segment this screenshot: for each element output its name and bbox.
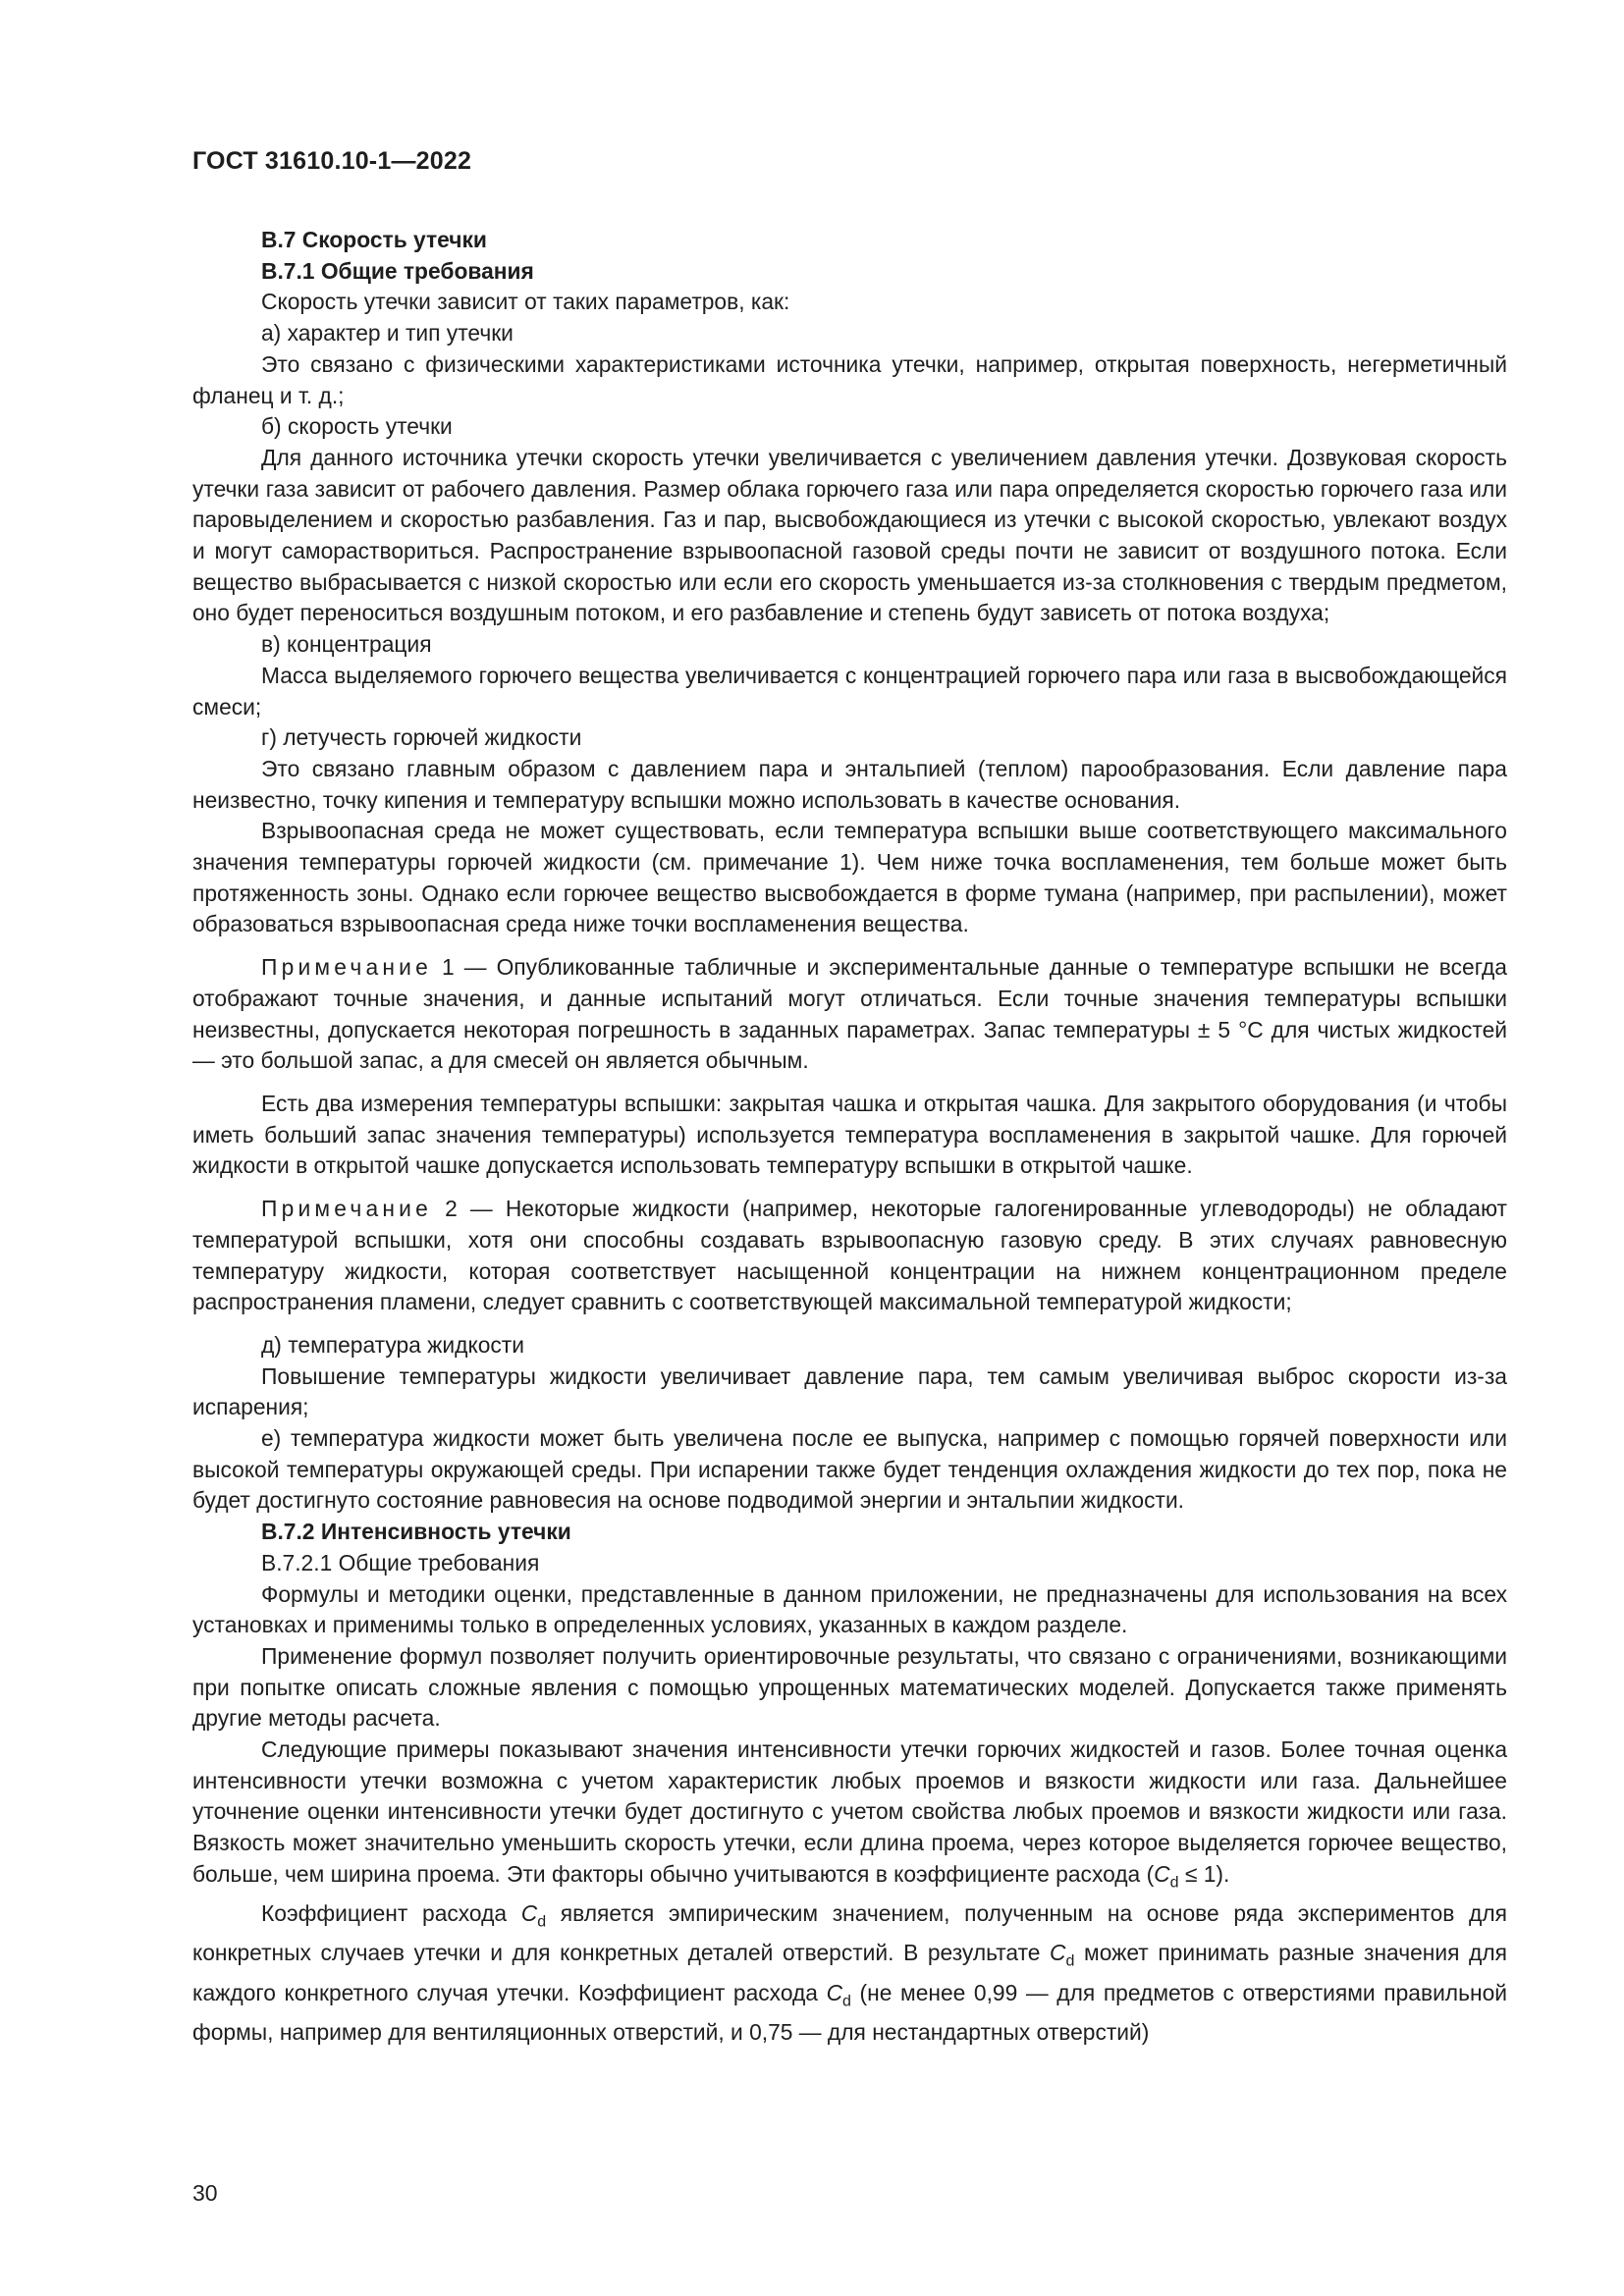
list-item-d: д) температура жидкости xyxy=(261,1331,524,1358)
paragraph: Это связано главным образом с давлением пара и энтальпией (теплом) парообразования. Если давление пара неизвестно, точку кипения и температуру вспышки можно использовать в качестве основания. xyxy=(192,755,1507,813)
cd-symbol: $C_d$ xyxy=(826,1979,851,2010)
page-number: 30 xyxy=(192,2180,218,2206)
paragraph: Следующие примеры показывают значения интенсивности утечки горючих жидкостей и газов. Более точная оценка интенсивности утечки возможна с учетом характеристик любых проемов и вязкости жидкости или газа. Дальнейшее уточнение оценки интенсивности утечки будет достигнуто с учетом свойства любых проемов и вязкости жидкости или газа. Вязкость может значительно уменьшить скорость утечки, если длина проема, через которое выделяется горючее вещество, больше, чем ширина проема. Эти факторы обычно учитываются в коэффициенте расхода $(C_d \le 1)$. xyxy=(192,1736,1507,1892)
list-item-b: б) скорость утечки xyxy=(261,413,453,440)
note-text: 1 — Опубликованные табличные и экспериментальные данные о температуре вспышки не всегда отображают точные значения, и данные испытаний могут отличаться. Если точные значения температуры вспышки неизвестны, допускается некоторая погрешность в заданных параметрах. Запас температуры ± 5 °С для чистых жидкостей — это большой запас, а для смесей он является обычным. xyxy=(192,954,1507,1074)
list-item-g: г) летучесть горючей жидкости xyxy=(261,724,582,751)
paragraph: Для данного источника утечки скорость утечки увеличивается с увеличением давления утечки. Дозвуковая скорость утечки газа зависит от рабочего давления. Размер облака горючего газа или пара определяется скоростью горючего газа или паровыделением и скоростью разбавления. Газ и пар, высвобождающиеся из утечки с высокой скоростью, увлекают воздух и могут самораствориться. Распространение взрывоопасной газовой среды почти не зависит от воздушного потока. Если вещество выбрасывается с низкой скоростью или если его скорость уменьшается из-за столкновения с твердым предметом, оно будет переноситься воздушным потоком, и его разбавление и степень будут зависеть от потока воздуха; xyxy=(192,444,1507,626)
paragraph: Формулы и методики оценки, представленные в данном приложении, не предназначены для использования на всех установках и применимы только в определенных условиях, указанных в каждом разделе. xyxy=(192,1580,1507,1638)
paragraph: Есть два измерения температуры вспышки: закрытая чашка и открытая чашка. Для закрытого оборудования (и чтобы иметь больший запас значения температуры) используется температура воспламенения в закрытой чашке. Для горючей жидкости в открытой чашке допускается использовать температуру вспышки в открытой чашке. xyxy=(192,1090,1507,1179)
paragraph: Это связано с физическими характеристиками источника утечки, например, открытая поверхность, негерметичный фланец и т. д.; xyxy=(192,350,1507,408)
note-2 xyxy=(192,1194,1507,1318)
subsection-heading-b72: В.7.2 Интенсивность утечки xyxy=(261,1519,571,1545)
paragraph: Коэффициент расхода $C_d$ является эмпирическим значением, полученным на основе ряда экспериментов для конкретных случаев утечки и для конкретных деталей отверстий. В результате $C_d$ может принимать разные значения для каждого конкретного случая утечки. Коэффициент расхода $C_d$ (не менее 0,99 — для предметов с отверстиями правильной формы, например для вентиляционных отверстий, и 0,75 — для нестандартных отверстий) xyxy=(192,1900,1507,2045)
note-label: Примечание xyxy=(261,1196,432,1222)
cd-symbol: $C_d$ xyxy=(520,1900,547,1931)
paragraph: Скорость утечки зависит от таких параметров, как: xyxy=(261,289,790,315)
note-label: Примечание xyxy=(261,954,432,981)
paragraph: Повышение температуры жидкости увеличивает давление пара, тем самым увеличивая выброс скорости из-за испарения; xyxy=(192,1362,1507,1420)
body-text xyxy=(192,225,1507,2049)
paragraph: Масса выделяемого горючего вещества увеличивается с концентрацией горючего пара или газа в высвобождающейся смеси; xyxy=(192,662,1507,720)
paragraph: Взрывоопасная среда не может существовать, если температура вспышки выше соответствующего максимального значения температуры горючей жидкости (см. примечание 1). Чем ниже точка воспламенения, тем больше может быть протяженность зоны. Однако если горючее вещество высвобождается в форме тумана (например, при распылении), может образоваться взрывоопасная среда ниже точки воспламенения вещества. xyxy=(192,818,1507,937)
paragraph: Применение формул позволяет получить ориентировочные результаты, что связано с ограничениями, возникающими при попытке описать сложные явления с помощью упрощенных математических моделей. Допускается также применять другие методы расчета. xyxy=(192,1642,1507,1732)
subsection-heading-b721: В.7.2.1 Общие требования xyxy=(261,1549,540,1575)
cd-symbol: $C_d$ xyxy=(1050,1940,1075,1970)
note-text: 2 — Некоторые жидкости (например, некоторые галогенированные углеводороды) не обладают температурой вспышки, хотя они способны создавать взрывоопасную газовую среду. В этих случаях равновесную температуру жидкости, которая соответствует насыщенной концентрации на нижнем концентрационном пределе распространения пламени, следует сравнить с соответствующей максимальной температурой жидкости; xyxy=(192,1196,1507,1315)
note-1 xyxy=(192,952,1507,1077)
subsection-heading-b71: В.7.1 Общие требования xyxy=(261,257,534,284)
cd-symbol: $C_d$ xyxy=(1154,1860,1179,1892)
list-item-a: а) характер и тип утечки xyxy=(261,320,514,347)
standard-designation: ГОСТ 31610.10-1—2022 xyxy=(192,147,472,175)
section-heading-b7: В.7 Скорость утечки xyxy=(261,227,487,252)
list-item-v: в) концентрация xyxy=(261,631,432,658)
list-item-e: е) температура жидкости может быть увеличена после ее выпуска, например с помощью горячей поверхности или высокой температуры окружающей среды. При испарении также будет тенденция охлаждения жидкости до тех пор, пока не будет достигнуто состояние равновесия на основе подводимой энергии и энтальпии жидкости. xyxy=(192,1425,1507,1514)
